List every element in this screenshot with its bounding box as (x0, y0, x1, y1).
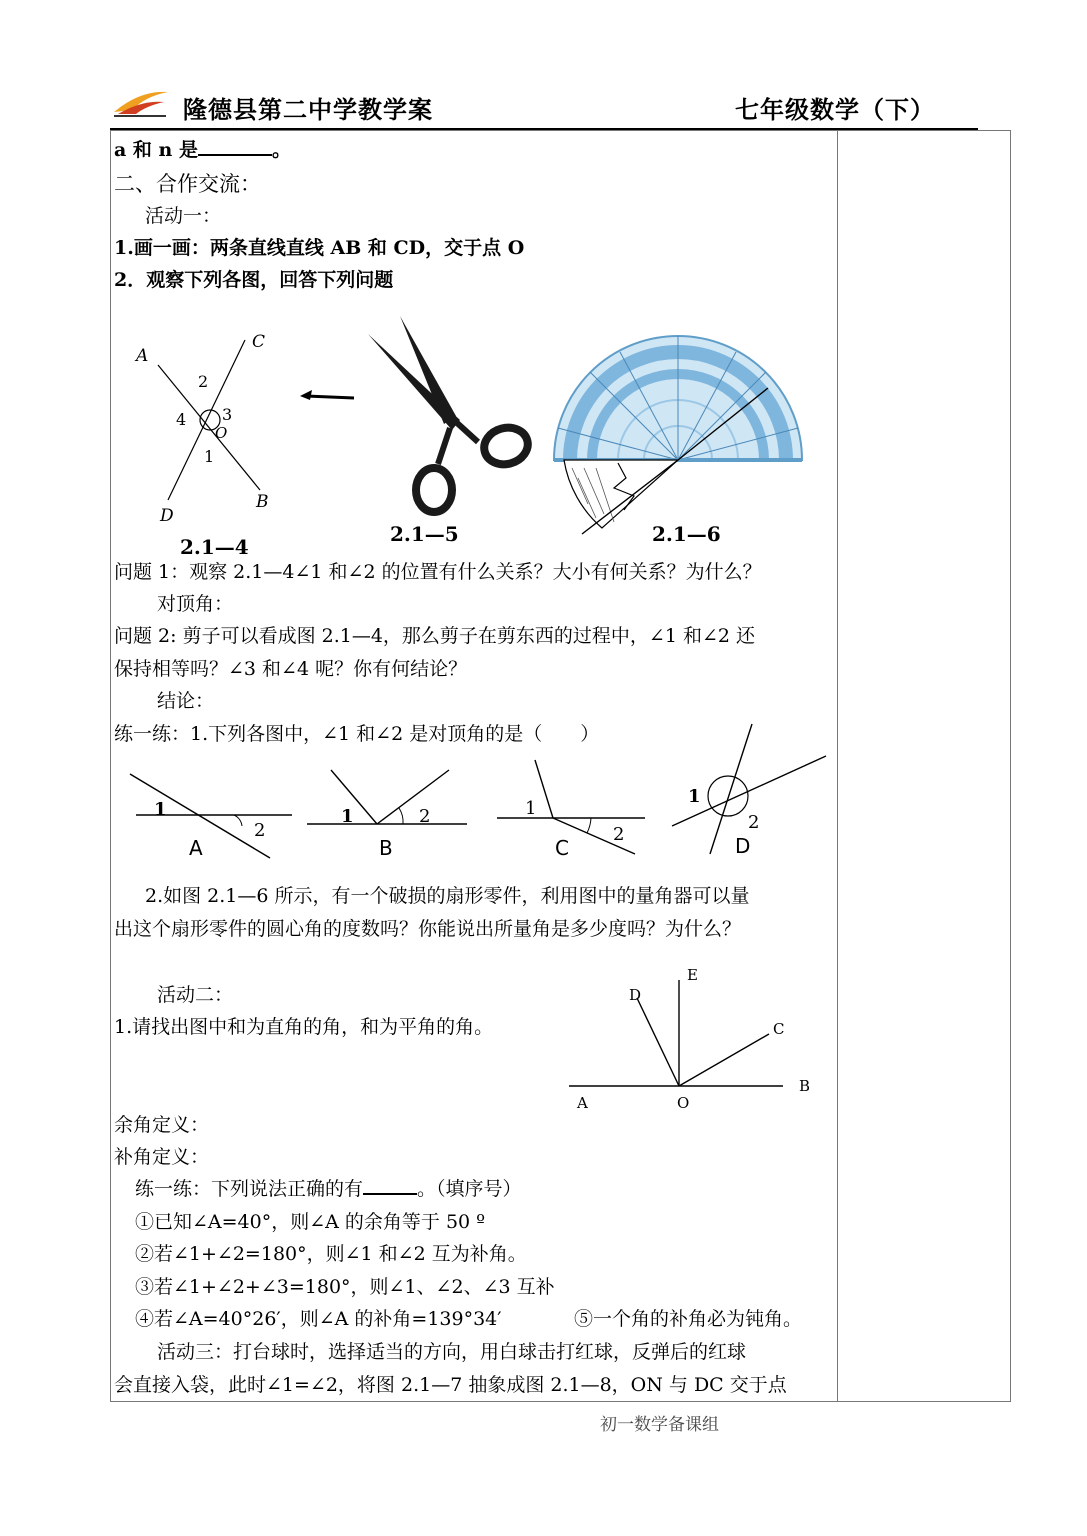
fig4-angle-2: 2 (198, 372, 209, 391)
svg-text:1: 1 (525, 798, 537, 819)
left-arrow-icon (298, 386, 360, 406)
option-B-label[interactable]: B (379, 836, 393, 860)
activity-3-line-2: 会直接入袋，此时∠1=∠2，将图 2.1—7 抽象成图 2.1—8，ON 与 DC 交于点 (114, 1374, 787, 1396)
practice-3-question: 练一练：下列说法正确的有 。（填序号） (135, 1178, 522, 1200)
practice-2-line-1: 2.如图 2.1—6 所示，有一个破损的扇形零件，利用图中的量角器可以量 (145, 885, 750, 907)
activity-2-heading: 活动二： (157, 984, 234, 1006)
line-answer-a-n: a 和 n 是 。 (114, 139, 291, 161)
fig4-label-O: O (215, 424, 228, 442)
option-D-figure (668, 722, 833, 862)
activity-1-heading: 活动一： (145, 205, 222, 227)
option-D-label[interactable]: D (735, 834, 751, 858)
fig4-label-D: D (160, 506, 174, 526)
activity-1-task-2: 2．观察下列各图，回答下列问题 (114, 269, 394, 291)
caption-fig-2-1-4: 2.1—4 (180, 535, 249, 559)
svg-text:D: D (629, 986, 642, 1004)
fig4-label-B: B (256, 492, 269, 512)
answer-blank[interactable] (198, 138, 272, 156)
figure-angles-at-O (565, 962, 815, 1117)
vertical-angle-definition: 对顶角： (157, 593, 234, 615)
svg-text:1: 1 (341, 806, 354, 827)
option-C-figure (495, 760, 655, 860)
statement-5: ⑤一个角的补角必为钝角。 (574, 1308, 803, 1330)
activity-1-task-1: 1.画一画：两条直线直线 AB 和 CD，交于点 O (114, 237, 525, 259)
practice-2-line-2: 出这个扇形零件的圆心角的度数吗？你能说出所量角是多少度吗？为什么？ (114, 918, 742, 940)
statement-2: ②若∠1+∠2=180°，则∠1 和∠2 互为补角。 (135, 1243, 527, 1265)
svg-text:A: A (577, 1094, 588, 1112)
option-C-label[interactable]: C (555, 836, 569, 860)
svg-text:1: 1 (154, 799, 167, 820)
statement-1: ①已知∠A=40°，则∠A 的余角等于 50 º (135, 1211, 486, 1233)
svg-text:2: 2 (254, 820, 266, 841)
question-1: 问题 1：观察 2.1—4∠1 和∠2 的位置有什么关系？大小有何关系？为什么？ (114, 561, 762, 583)
conclusion-label: 结论： (157, 690, 215, 712)
svg-text:2: 2 (613, 824, 625, 845)
practice-1-question: 练一练：1.下列各图中，∠1 和∠2 是对顶角的是（ ） (114, 723, 600, 745)
svg-text:2: 2 (419, 806, 431, 827)
fig4-angle-4: 4 (176, 410, 187, 429)
figure-scissors (360, 312, 540, 522)
caption-fig-2-1-6: 2.1—6 (652, 522, 721, 546)
fig4-label-A: A (136, 346, 149, 366)
caption-fig-2-1-5: 2.1—5 (390, 522, 459, 546)
supplementary-angle-definition: 补角定义： (114, 1146, 210, 1168)
statement-4: ④若∠A=40°26′，则∠A 的补角=139°34′ (135, 1308, 502, 1330)
complementary-angle-definition: 余角定义： (114, 1114, 210, 1136)
question-2-line-1: 问题 2: 剪子可以看成图 2.1—4，那么剪子在剪东西的过程中，∠1 和∠2 还 (114, 625, 756, 647)
grade-title: 七年级数学（下） (735, 95, 935, 124)
svg-text:1: 1 (688, 786, 701, 807)
notes-column-divider (837, 130, 838, 1402)
school-title: 隆德县第二中学教学案 (183, 95, 433, 124)
section-cooperation: 二、合作交流： (114, 172, 261, 196)
svg-text:B: B (799, 1077, 811, 1095)
statement-3: ③若∠1+∠2+∠3=180°，则∠1、∠2、∠3 互补 (135, 1276, 555, 1298)
svg-text:C: C (773, 1020, 785, 1038)
footer-group-name: 初一数学备课组 (600, 1415, 719, 1435)
figure-protractor (548, 328, 808, 538)
svg-text:2: 2 (748, 812, 760, 833)
fig4-label-C: C (252, 332, 266, 352)
fig4-angle-1: 1 (204, 447, 215, 466)
svg-text:O: O (677, 1094, 690, 1112)
option-A-label[interactable]: A (189, 836, 203, 860)
option-A-figure (130, 760, 300, 860)
fig4-angle-3: 3 (222, 405, 233, 424)
school-logo-icon (112, 86, 172, 122)
practice-3-answer-blank[interactable] (363, 1177, 417, 1195)
question-2-line-2: 保持相等吗？∠3 和∠4 呢？你有何结论？ (114, 658, 468, 680)
figure-intersecting-lines (130, 325, 290, 525)
activity-2-task-1: 1.请找出图中和为直角的角，和为平角的角。 (114, 1016, 494, 1038)
activity-3-line-1: 活动三：打台球时，选择适当的方向，用白球击打红球，反弹后的红球 (157, 1341, 747, 1363)
svg-text:E: E (687, 966, 698, 984)
